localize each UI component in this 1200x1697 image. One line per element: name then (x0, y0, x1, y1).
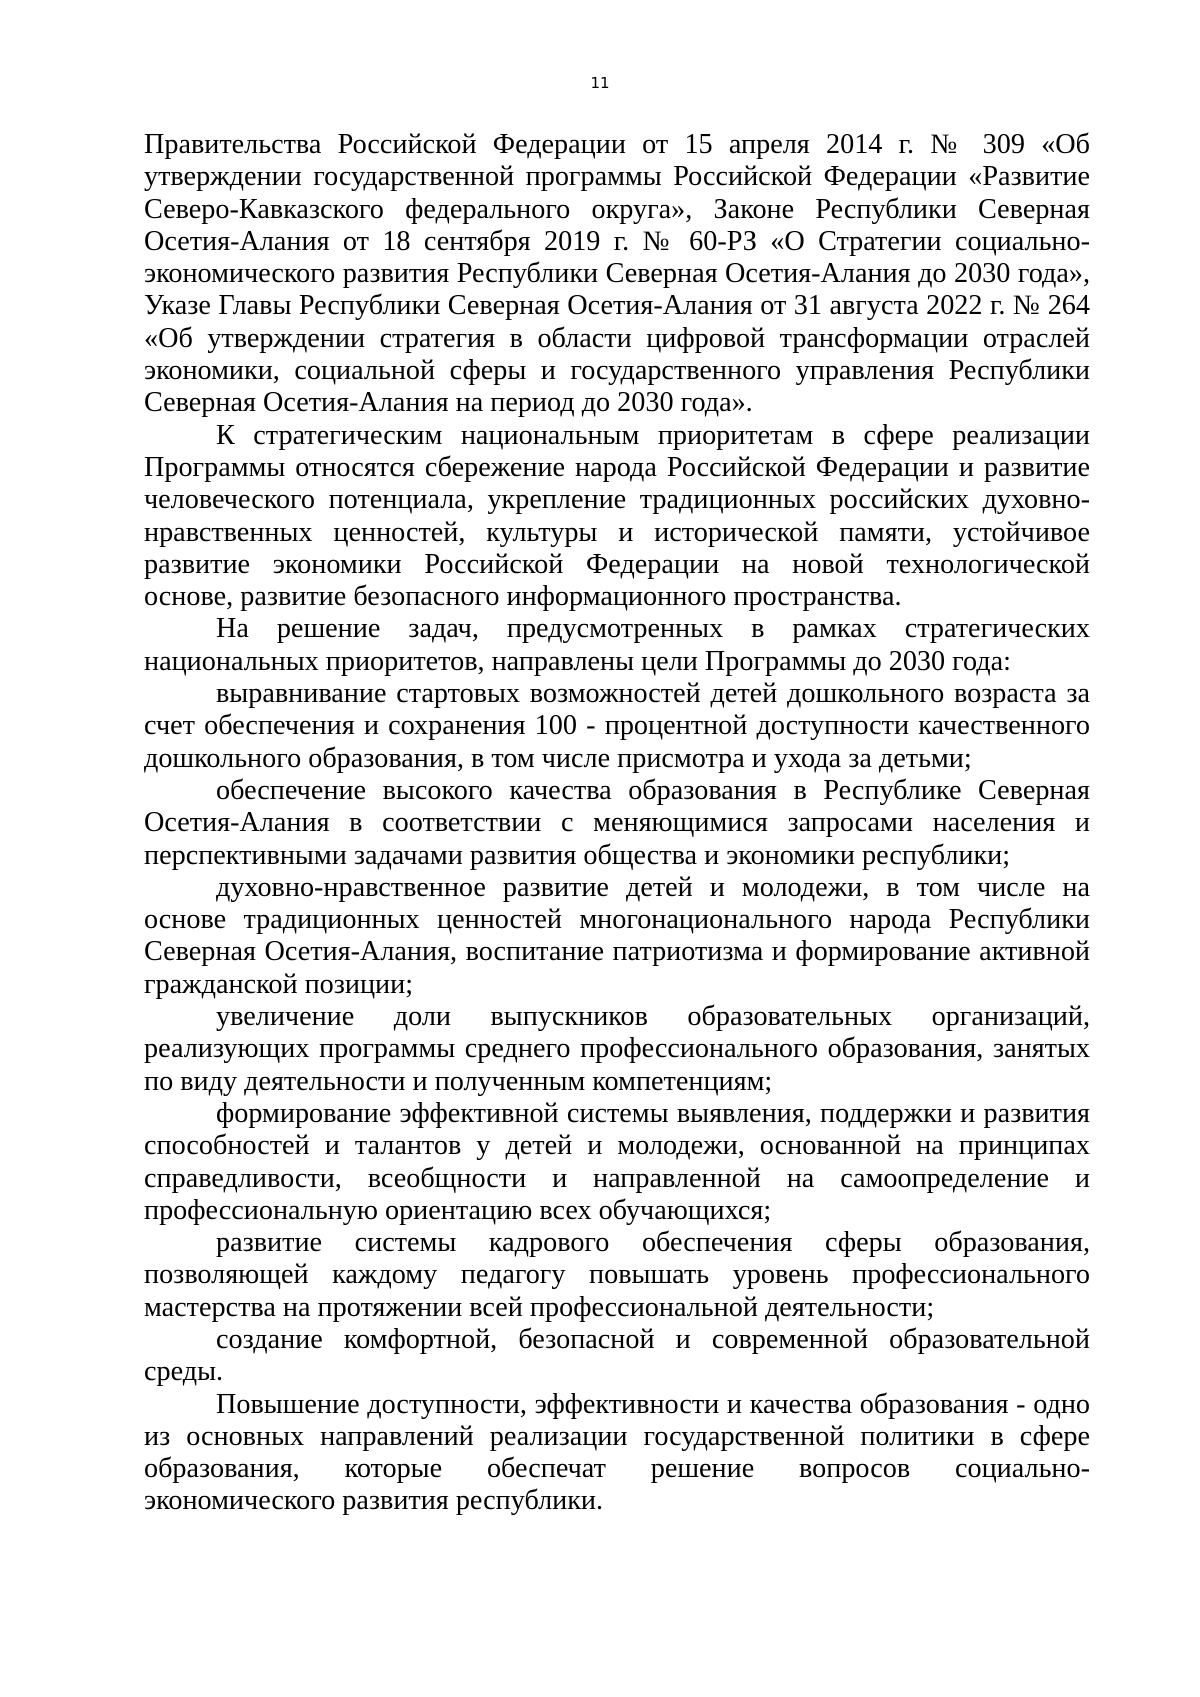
paragraph-strategic-priorities: К стратегическим национальным приоритетам в сфере реализации Программы относятся сбережение народа Российской Федерации и развитие человеческого потенциала, укрепление традиционных российских духовно-нравственных ценностей, культуры и исторической памяти, устойчивое развитие экономики Российской Федерации на новой технологической основе, развитие безопасного информационного пространства. (144, 419, 1090, 613)
paragraph-conclusion: Повышение доступности, эффективности и качества образования - одно из основных направлений реализации государственной политики в сфере образования, которые обеспечат решение вопросов социально-экономического развития республики. (144, 1388, 1090, 1517)
paragraph-program-goals-intro: На решение задач, предусмотренных в рамках стратегических национальных приоритетов, направлены цели Программы до 2030 года: (144, 613, 1090, 677)
document-body (144, 129, 1090, 1518)
goal-vocational-graduates: увеличение доли выпускников образовательных организаций, реализующих программы среднего профессионального образования, занятых по виду деятельности и полученным компетенциям; (144, 1001, 1090, 1097)
page-number: 11 (590, 74, 610, 92)
goal-teacher-staffing: развитие системы кадрового обеспечения сферы образования, позволяющей каждому педагогу повышать уровень профессионального мастерства на протяжении всей профессиональной деятельности; (144, 1227, 1090, 1323)
paragraph-continuation: Правительства Российской Федерации от 15 апреля 2014 г. № 309 «Об утверждении государственной программы Российской Федерации «Развитие Северо-Кавказского федерального округа», Законе Республики Северная Осетия-Алания от 18 сентября 2019 г. № 60-РЗ «О Стратегии социально-экономического развития Республики Северная Осетия-Алания до 2030 года», Указе Главы Республики Северная Осетия-Алания от 31 августа 2022 г. № 264 «Об утверждении стратегия в области цифровой трансформации отраслей экономики, социальной сферы и государственного управления Республики Северная Осетия-Алания на период до 2030 года». (144, 129, 1090, 419)
goal-talent-support: формирование эффективной системы выявления, поддержки и развития способностей и талантов у детей и молодежи, основанной на принципах справедливости, всеобщности и направленной на самоопределение и профессиональную ориентацию всех обучающихся; (144, 1097, 1090, 1226)
goal-preschool-access: выравнивание стартовых возможностей детей дошкольного возраста за счет обеспечения и сохранения 100 - процентной доступности качественного дошкольного образования, в том числе присмотра и ухода за детьми; (144, 678, 1090, 774)
goal-learning-environment: создание комфортной, безопасной и современной образовательной среды. (144, 1323, 1090, 1388)
goal-moral-development: духовно-нравственное развитие детей и молодежи, в том числе на основе традиционных ценностей многонационального народа Республики Северная Осетия-Алания, воспитание патриотизма и формирование активной гражданской позиции; (144, 871, 1090, 1000)
goal-education-quality: обеспечение высокого качества образования в Республике Северная Осетия-Алания в соответствии с меняющимися запросами населения и перспективными задачами развития общества и экономики республики; (144, 774, 1090, 871)
